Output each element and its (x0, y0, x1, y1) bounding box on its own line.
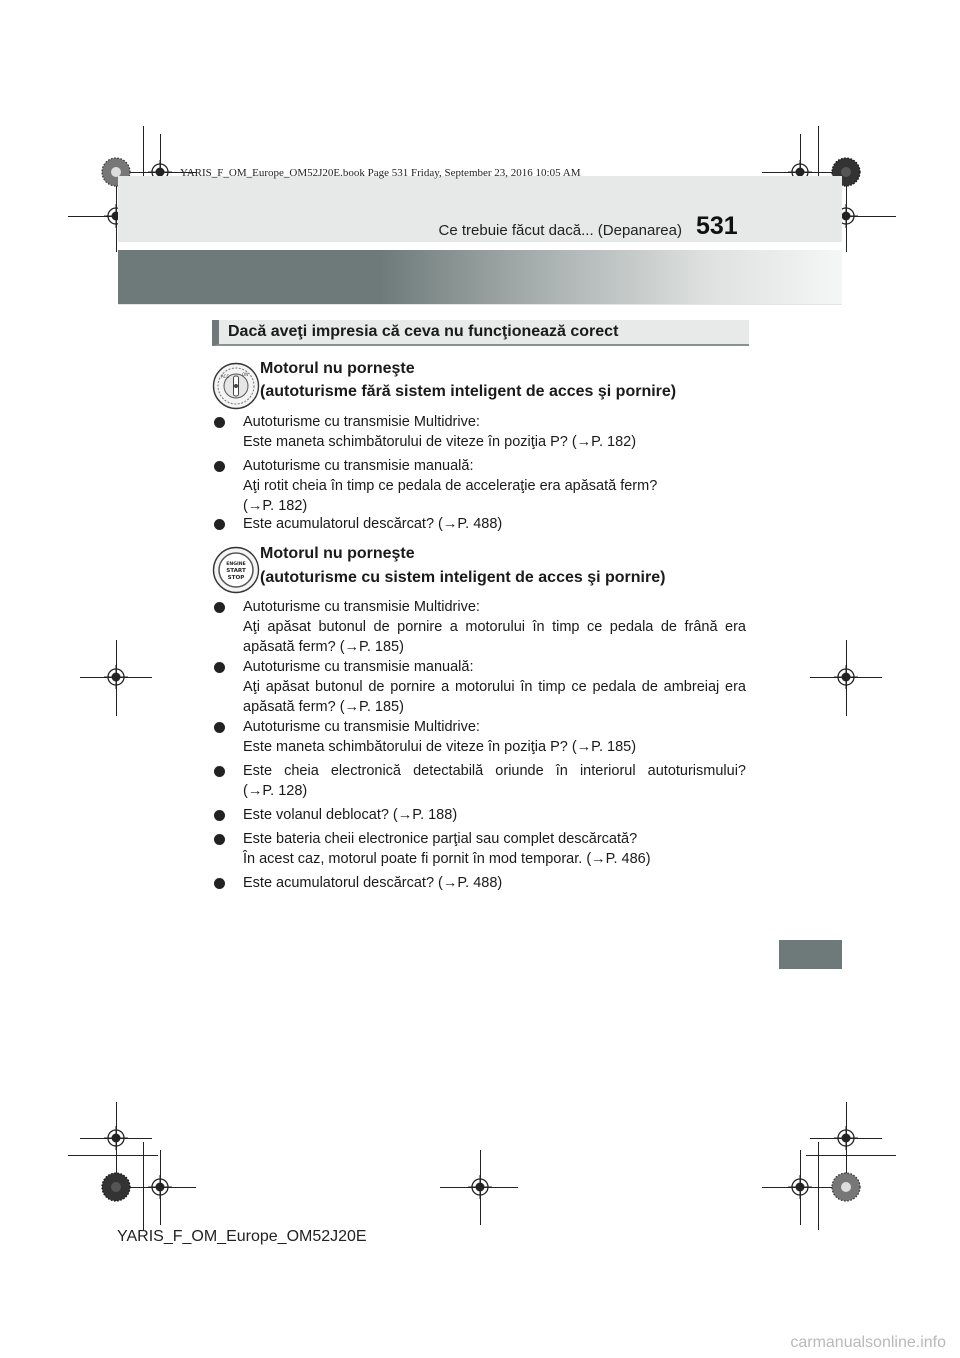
button-label-stop: STOP (227, 575, 245, 581)
engine-start-stop-button-icon (212, 546, 260, 594)
list-item-line: (→P. 128) (243, 783, 308, 799)
registration-mark-icon (468, 1175, 492, 1199)
divider (118, 304, 842, 305)
list-item-line: Este volanul deblocat? (→P. 188) (243, 807, 458, 823)
list-item (214, 514, 746, 534)
list-item-line: Este acumulatorul descărcat? (→P. 488) (243, 516, 503, 532)
list-item-line: apăsată ferm? (→P. 185) (243, 639, 404, 655)
book-info: YARIS_F_OM_Europe_OM52J20E.book Page 531 Friday, September 23, 2016 10:05 AM (180, 167, 581, 179)
list-item-line: apăsată ferm? (→P. 185) (243, 699, 404, 715)
registration-mark-icon (834, 1126, 858, 1150)
list-item (214, 805, 746, 825)
registration-mark-icon (148, 1175, 172, 1199)
footer-document-code: YARIS_F_OM_Europe_OM52J20E (117, 1228, 367, 1245)
list-item (214, 456, 746, 516)
registration-mark-icon (104, 665, 128, 689)
chapter-title: Ce trebuie făcut dacă... (Depanarea) (438, 222, 682, 239)
list-item-line: Este bateria cheii electronice parţial sau complet descărcată? (243, 831, 638, 847)
header-gradient-bar (118, 250, 842, 304)
list-item (214, 597, 746, 657)
starburst-mark-icon (831, 1172, 861, 1202)
chapter-tab (779, 940, 842, 969)
list-item-line: Autoturisme cu transmisie manuală: (243, 458, 474, 474)
list-item-line: Este cheia electronică detectabilă oriunde în interiorul autoturismului? (243, 763, 746, 779)
watermark: carmanualsonline.info (790, 1334, 946, 1351)
list-item-line: Autoturisme cu transmisie manuală: (243, 659, 474, 675)
list-item-line: Este acumulatorul descărcat? (→P. 488) (243, 875, 503, 891)
registration-mark-icon (834, 665, 858, 689)
button-label-start: START (226, 568, 246, 574)
list-item-line: Este maneta schimbătorului de viteze în poziţia P? (→P. 182) (243, 434, 637, 450)
list-item (214, 761, 746, 801)
page-number: 531 (696, 212, 738, 240)
subsection-subtitle-1: (autoturisme fără sistem inteligent de acces şi pornire) (260, 383, 677, 400)
list-item-line: Este maneta schimbătorului de viteze în poziţia P? (→P. 185) (243, 739, 637, 755)
list-item-line: Autoturisme cu transmisie Multidrive: (243, 719, 480, 735)
registration-mark-icon (788, 1175, 812, 1199)
list-item-line: Aţi apăsat butonul de pornire a motorului în timp ce pedala de ambreiaj era (243, 679, 746, 695)
list-item-line: Autoturisme cu transmisie Multidrive: (243, 599, 480, 615)
list-item-line: În acest caz, motorul poate fi pornit în mod temporar. (→P. 486) (243, 851, 651, 867)
list-item-line: Aţi apăsat butonul de pornire a motorului în timp ce pedala de frână era (243, 619, 746, 635)
ignition-key-icon (212, 362, 260, 410)
list-item (214, 717, 746, 757)
subsection-title-2: Motorul nu porneşte (260, 545, 415, 562)
list-item (214, 829, 746, 869)
list-item-line: Autoturisme cu transmisie Multidrive: (243, 414, 480, 430)
registration-mark-icon (104, 1126, 128, 1150)
section-title: Dacă aveţi impresia că ceva nu funcţionează corect (228, 323, 619, 340)
list-item-line: Aţi rotit cheia în timp ce pedala de acceleraţie era apăsată ferm? (243, 478, 658, 494)
subsection-subtitle-2: (autoturisme cu sistem inteligent de acces şi pornire) (260, 569, 666, 586)
subsection-title-1: Motorul nu porneşte (260, 360, 415, 377)
list-item-line: (→P. 182) (243, 498, 308, 514)
list-item (214, 873, 746, 893)
button-label-engine: ENGINE (226, 562, 246, 567)
svg-text:ON: ON (242, 372, 249, 377)
svg-text:ACC: ACC (221, 374, 230, 379)
list-item (214, 412, 746, 452)
list-item (214, 657, 746, 717)
starburst-mark-icon (101, 1172, 131, 1202)
